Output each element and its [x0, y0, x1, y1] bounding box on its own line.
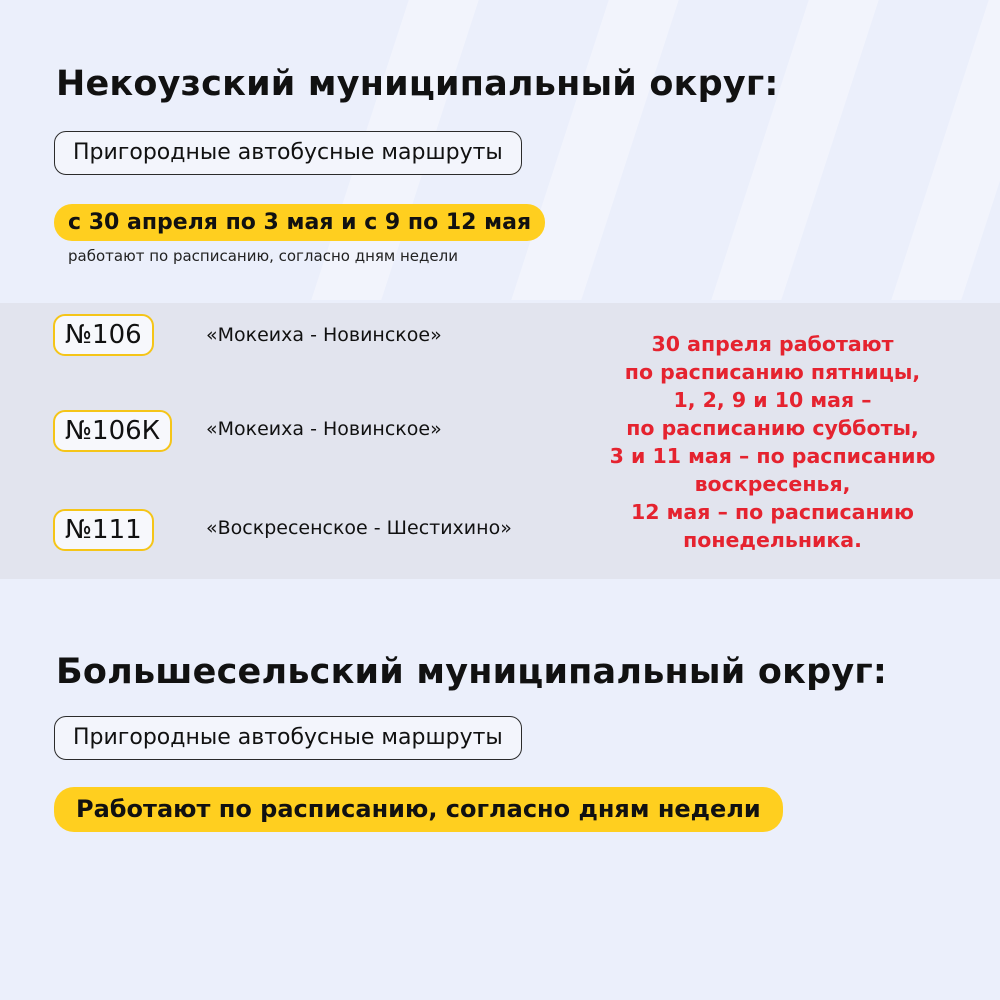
section1-dates-highlight: с 30 апреля по 3 мая и с 9 по 12 мая	[54, 204, 545, 241]
route-number-badge: №106К	[53, 410, 172, 452]
section2-schedule-highlight: Работают по расписанию, согласно дням недели	[54, 787, 783, 832]
schedule-note-line: по расписанию пятницы,	[624, 360, 921, 384]
schedule-note-line: 12 мая – по расписанию	[631, 500, 914, 524]
section2-title: Большесельский муниципальный округ:	[56, 652, 888, 692]
schedule-note-line: 3 и 11 мая – по расписанию	[609, 444, 936, 468]
schedule-note-line: 1, 2, 9 и 10 мая –	[673, 388, 872, 412]
schedule-note-line: по расписанию субботы,	[626, 416, 919, 440]
route-name: «Мокеиха - Новинское»	[206, 324, 442, 346]
background-stripe	[859, 0, 1000, 300]
holiday-schedule-note	[580, 330, 965, 554]
route-name: «Мокеиха - Новинское»	[206, 418, 442, 440]
route-number-badge: №106	[53, 314, 154, 356]
section1-category-pill: Пригородные автобусные маршруты	[54, 131, 522, 175]
route-name: «Воскресенское - Шестихино»	[206, 517, 512, 539]
schedule-note-line: 30 апреля работают	[651, 332, 894, 356]
schedule-note-line: воскресенья,	[694, 472, 851, 496]
background-stripe	[679, 0, 911, 300]
section2-category-pill: Пригородные автобусные маршруты	[54, 716, 522, 760]
schedule-note-line: понедельника.	[683, 528, 862, 552]
route-number-badge: №111	[53, 509, 154, 551]
section1-dates-note: работают по расписанию, согласно дням недели	[68, 247, 458, 265]
section1-title: Некоузский муниципальный округ:	[56, 64, 779, 104]
